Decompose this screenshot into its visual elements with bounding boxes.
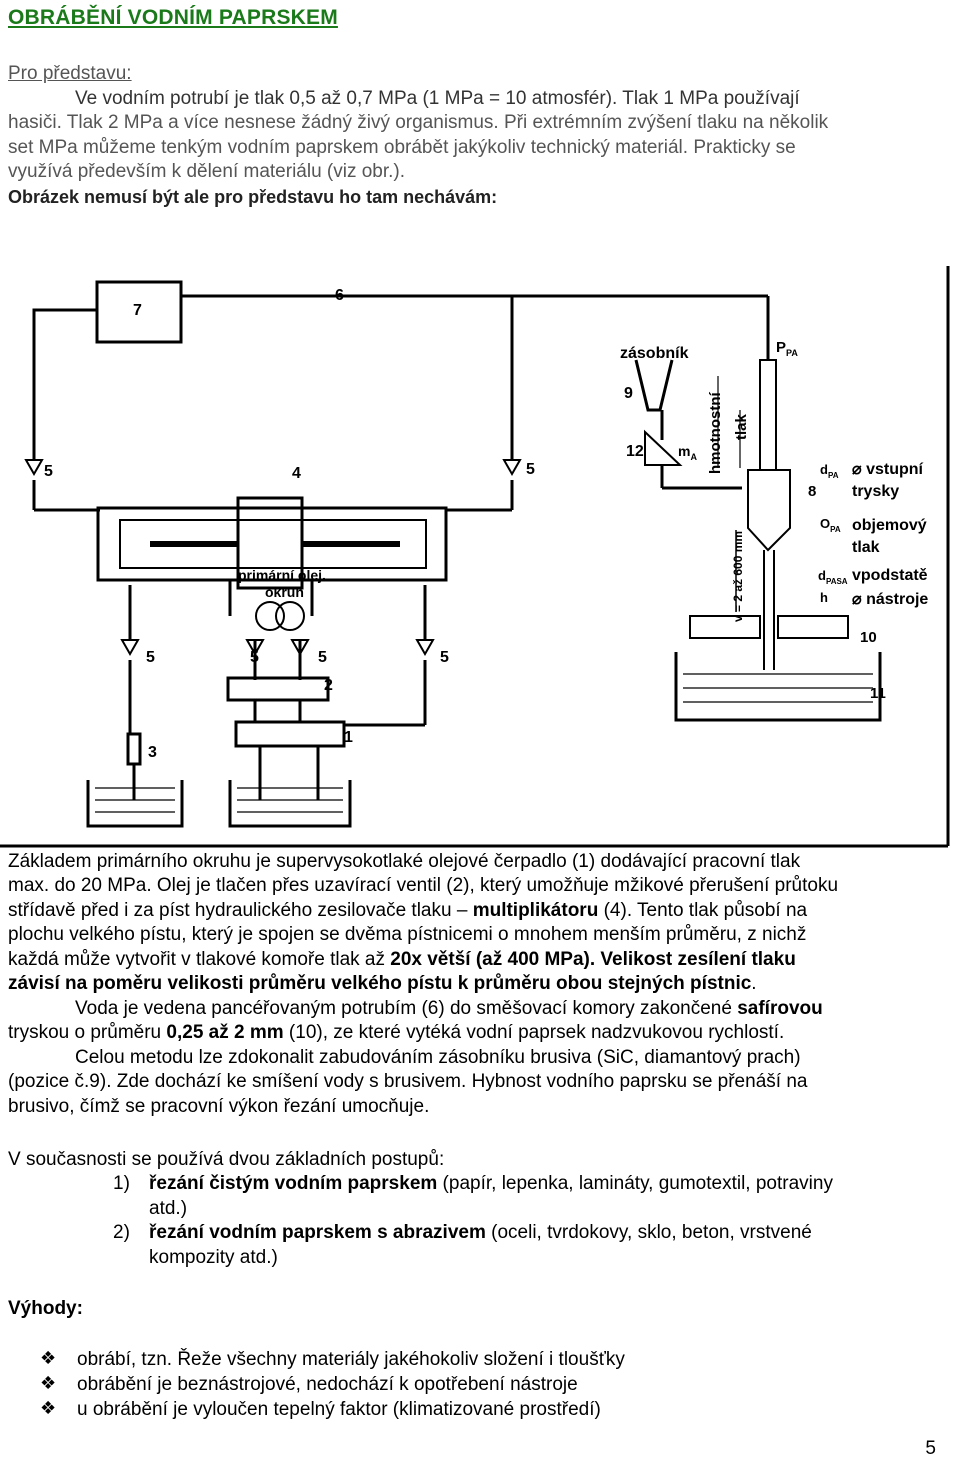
diamond-bullet-icon: ❖	[40, 1398, 57, 1418]
method-1-continuation: atd.)	[149, 1198, 188, 1219]
label-dpa: $d_{PA}$	[820, 462, 839, 480]
label-objemovy-2: tlak	[852, 539, 880, 556]
label-zasobnik: zásobník	[620, 345, 689, 362]
label-dpasa: $d_{PASA}$	[818, 568, 848, 586]
label-primarni-2: okruh	[265, 584, 304, 600]
label-5-lower-right: 5	[440, 649, 449, 666]
body-p3-line-2: (pozice č.9). Zde dochází ke smíšení vody s brusivem. Hybnost vodního paprsku se přenáší na	[8, 1071, 808, 1092]
diamond-bullet-icon: ❖	[40, 1373, 57, 1393]
diamond-bullet-icon: ❖	[40, 1348, 57, 1368]
label-5-center-right: 5	[318, 649, 327, 666]
label-4: 4	[292, 465, 301, 482]
label-hmotnostni: hmotnostní	[707, 392, 724, 474]
label-3: 3	[148, 744, 157, 761]
body-p1-line-4: plochu velkého pístu, který je spojen se dvěma pístnicemi o mnohem menším průměru, z nichž	[8, 924, 807, 945]
label-5-lower-left: 5	[146, 649, 155, 666]
label-10: 10	[860, 629, 877, 646]
body-p3-line-3: brusivo, čímž se pracovní výkon řezání umocňuje.	[8, 1096, 430, 1117]
label-11: 11	[870, 685, 886, 702]
page-number: 5	[925, 1438, 936, 1459]
label-opa: $O_{PA}$	[820, 516, 841, 534]
label-7: 7	[133, 302, 142, 319]
advantage-item-2: obrábění je beznástrojové, nedochází k opotřebení nástroje	[77, 1374, 578, 1395]
label-vstupni-2: trysky	[852, 483, 900, 500]
method-2-continuation: kompozity atd.)	[149, 1247, 278, 1268]
label-2: 2	[324, 677, 333, 694]
advantage-item-3: u obrábění je vyloučen tepelný faktor (klimatizované prostředí)	[77, 1399, 601, 1420]
body-p2-line-2: tryskou o průměru 0,25 až 2 mm (10), ze které vytéká vodní paprsek nadzvukovou rychlostí.	[8, 1022, 785, 1043]
body-p1-line-3: střídavě před i za píst hydraulického zesilovače tlaku – multiplikátoru (4). Tento tlak působí na	[8, 900, 808, 921]
intro-line-3: set MPa můžeme tenkým vodním paprskem obrábět jakýkoliv technický materiál. Prakticky se	[8, 137, 796, 158]
label-tlak-vertical: tlak	[733, 414, 750, 440]
method-2-text: řezání vodním paprskem s abrazivem (oceli, tvrdokovy, sklo, beton, vrstvené	[149, 1222, 812, 1243]
body-p2-line-1: Voda je vedena pancéřovaným potrubím (6) do směšovací komory zakončené safírovou	[75, 998, 823, 1019]
intro-line-4: využívá především k dělení materiálu (viz obr.).	[8, 161, 406, 182]
label-objemovy-1: objemový	[852, 517, 927, 534]
label-1: 1	[344, 729, 353, 746]
label-vpodstate-1: vpodstatě	[852, 567, 928, 584]
multiplikator-term: multiplikátoru	[472, 900, 599, 921]
label-5-center-left: 5	[250, 649, 259, 666]
method-1-number: 1)	[113, 1173, 130, 1194]
intro-line-2: hasiči. Tlak 2 MPa a více nesnese žádný živý organismus. Při extrémním zvýšení tlaku na několik	[8, 112, 829, 133]
body-p1-line-1: Základem primárního okruhu je supervysokotlaké olejové čerpadlo (1) dodávající pracovní tlak	[8, 851, 801, 872]
intro-line-1: Ve vodním potrubí je tlak 0,5 až 0,7 MPa (1 MPa = 10 atmosfér). Tlak 1 MPa používají	[75, 88, 800, 109]
label-vstupni-1: ⌀ vstupní	[852, 461, 923, 478]
waterjet-diagram	[0, 260, 960, 850]
label-5-left: 5	[44, 463, 53, 480]
intro-heading: Pro představu:	[8, 63, 132, 84]
label-8: 8	[808, 483, 817, 500]
body-p1-line-2: max. do 20 MPa. Olej je tlačen přes uzavírací ventil (2), který umožňuje mžikové přerušení průtoku	[8, 875, 839, 896]
label-6: 6	[335, 287, 344, 304]
intro-note: Obrázek nemusí být ale pro představu ho tam nechávám:	[8, 187, 498, 207]
label-vpodstate-2: ⌀ nástroje	[852, 591, 929, 608]
method-1-text: řezání čistým vodním paprskem (papír, lepenka, lamináty, gumotextil, potraviny	[149, 1173, 833, 1194]
label-v-range: v = 2 až 600 mm	[731, 530, 745, 622]
body-p3-line-1: Celou metodu lze zdokonalit zabudováním zásobníku brusiva (SiC, diamantový prach)	[75, 1047, 801, 1068]
label-h: h	[820, 590, 828, 605]
label-9: 9	[624, 385, 633, 402]
label-5-right: 5	[526, 461, 535, 478]
label-ma: $m_A$	[678, 443, 697, 462]
page-title: OBRÁBĚNÍ VODNÍM PAPRSKEM	[8, 6, 338, 29]
label-ppa: $P_{PA}$	[776, 339, 798, 358]
advantage-item-1: obrábí, tzn. Řeže všechny materiály jakéhokoliv složení i tloušťky	[77, 1349, 625, 1370]
method-2-number: 2)	[113, 1222, 130, 1243]
body-p1-line-5: každá může vytvořit v tlakové komoře tlak až 20x větší (až 400 MPa). Velikost zesílení tlaku	[8, 949, 796, 970]
label-primarni-1: primární olej.	[238, 567, 326, 583]
body-p1-line-6: závisí na poměru velikosti průměru velkého pístu k průměru obou stejných pístnic.	[8, 973, 757, 994]
advantages-heading: Výhody:	[8, 1298, 83, 1319]
label-12: 12	[626, 443, 644, 460]
methods-intro: V současnosti se používá dvou základních postupů:	[8, 1149, 445, 1170]
